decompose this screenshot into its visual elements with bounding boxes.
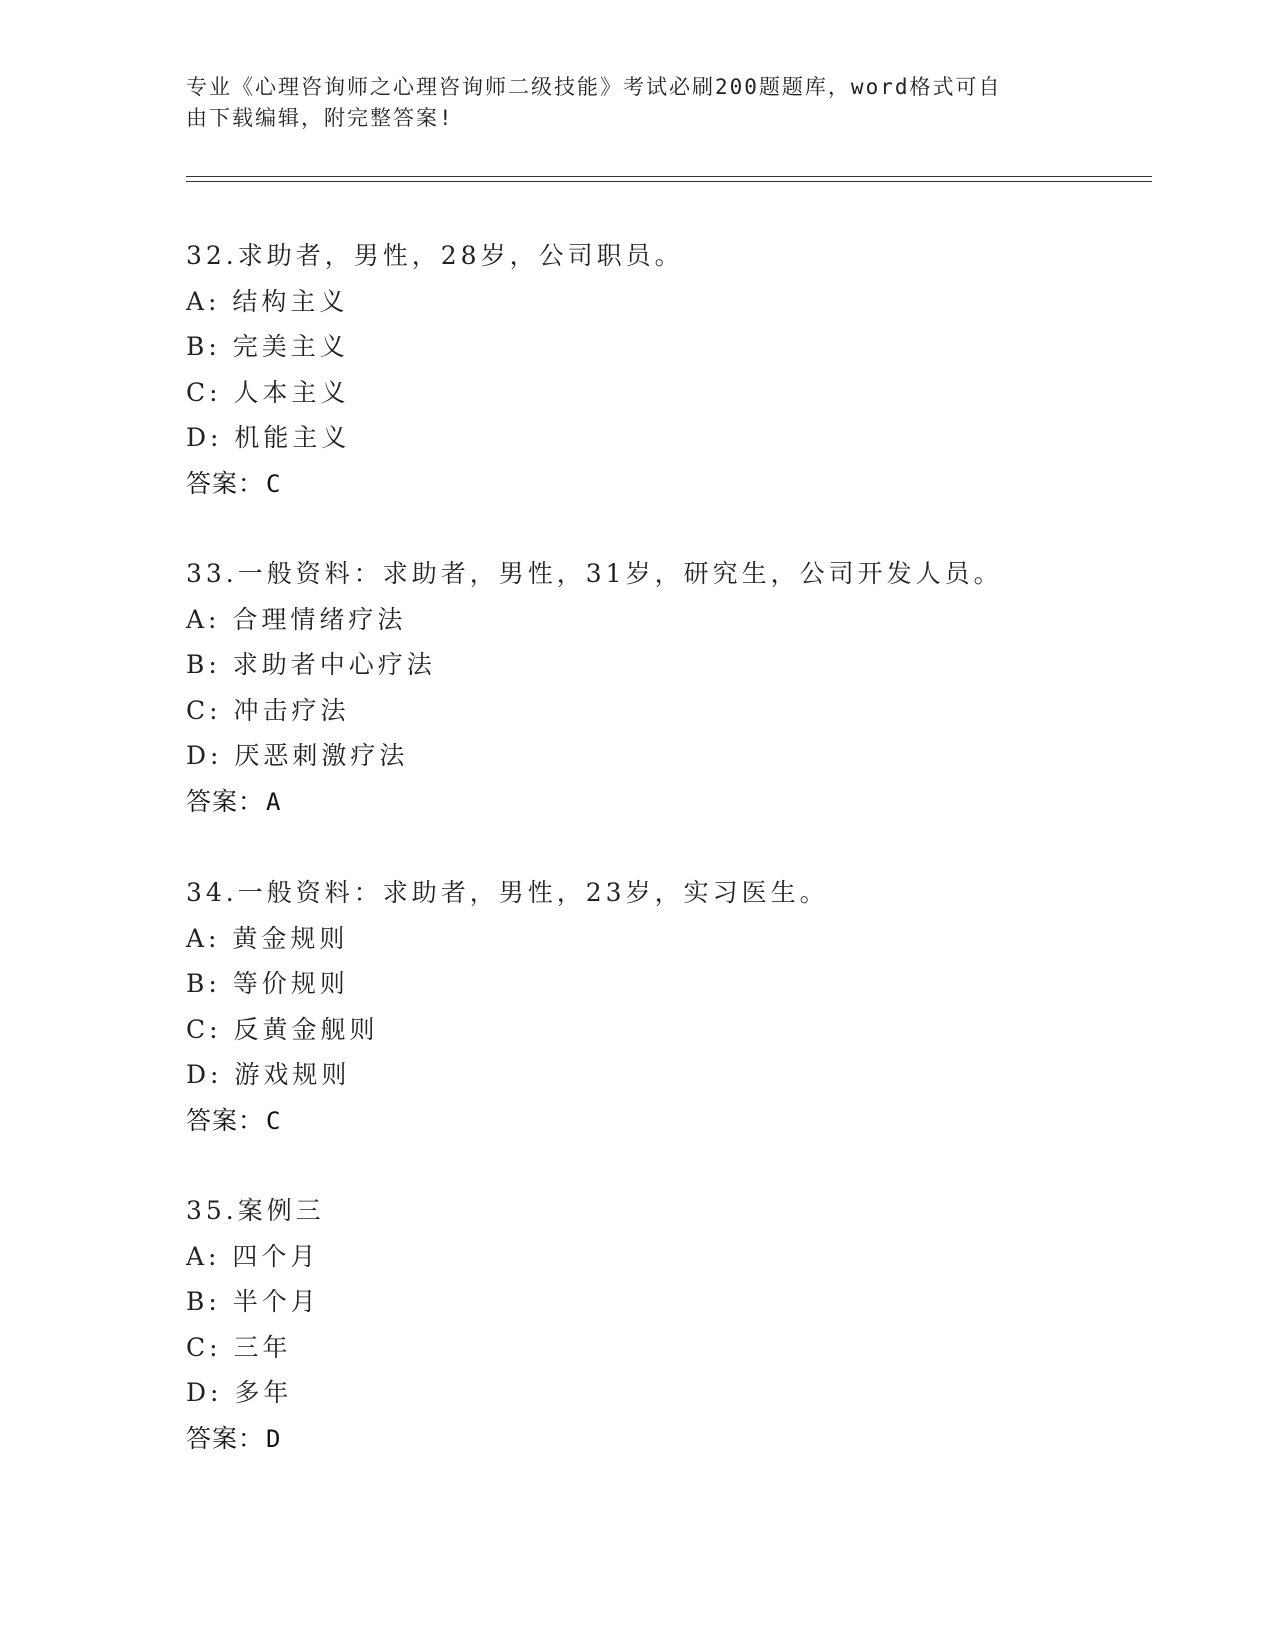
answer-line xyxy=(186,461,1146,507)
answer-label: 答案： xyxy=(186,1105,265,1135)
answer-line xyxy=(186,779,1146,825)
question-stem: 34.一般资料：求助者，男性，23岁，实习医生。 xyxy=(186,878,829,907)
question-34 xyxy=(186,870,1146,1143)
question-stem: 33.一般资料：求助者，男性，31岁，研究生，公司开发人员。 xyxy=(186,559,1003,588)
answer-value: C xyxy=(266,1106,282,1135)
answer-value: D xyxy=(266,1424,282,1453)
question-32 xyxy=(186,233,1146,506)
document-header xyxy=(186,72,1066,134)
answer-label: 答案： xyxy=(186,786,265,816)
question-stem: 35.案例三 xyxy=(186,1196,325,1225)
answer-label: 答案： xyxy=(186,468,265,498)
header-line-2: 由下载编辑，附完整答案! xyxy=(186,106,454,130)
option-d: D: 游戏规则 xyxy=(186,1060,351,1089)
answer-value: C xyxy=(266,469,282,498)
header-divider-bottom xyxy=(186,181,1152,182)
question-35 xyxy=(186,1188,1146,1461)
header-divider-top xyxy=(186,176,1152,177)
option-a: A: 合理情绪疗法 xyxy=(186,604,407,634)
answer-line xyxy=(186,1098,1146,1144)
option-d: D: 厌恶刺激疗法 xyxy=(186,741,409,770)
answer-label: 答案： xyxy=(186,1423,265,1453)
option-b: B: 完美主义 xyxy=(186,332,349,361)
option-a: A: 结构主义 xyxy=(186,286,349,316)
option-a: A: 黄金规则 xyxy=(186,923,349,953)
question-33 xyxy=(186,551,1146,824)
option-c: C: 冲击疗法 xyxy=(186,695,350,725)
option-b: B: 等价规则 xyxy=(186,969,349,998)
answer-line xyxy=(186,1416,1146,1462)
option-c: C: 三年 xyxy=(186,1332,292,1362)
answer-value: A xyxy=(266,787,282,816)
option-d: D: 多年 xyxy=(186,1378,293,1407)
question-stem: 32.求助者，男性，28岁，公司职员。 xyxy=(186,241,684,270)
option-c: C: 反黄金舰则 xyxy=(186,1014,379,1044)
option-b: B: 半个月 xyxy=(186,1287,320,1316)
option-c: C: 人本主义 xyxy=(186,377,350,407)
option-d: D: 机能主义 xyxy=(186,423,351,452)
option-a: A: 四个月 xyxy=(186,1241,320,1271)
option-b: B: 求助者中心疗法 xyxy=(186,650,436,679)
header-line-1: 专业《心理咨询师之心理咨询师二级技能》考试必刷200题题库，word格式可自 xyxy=(186,75,1002,99)
